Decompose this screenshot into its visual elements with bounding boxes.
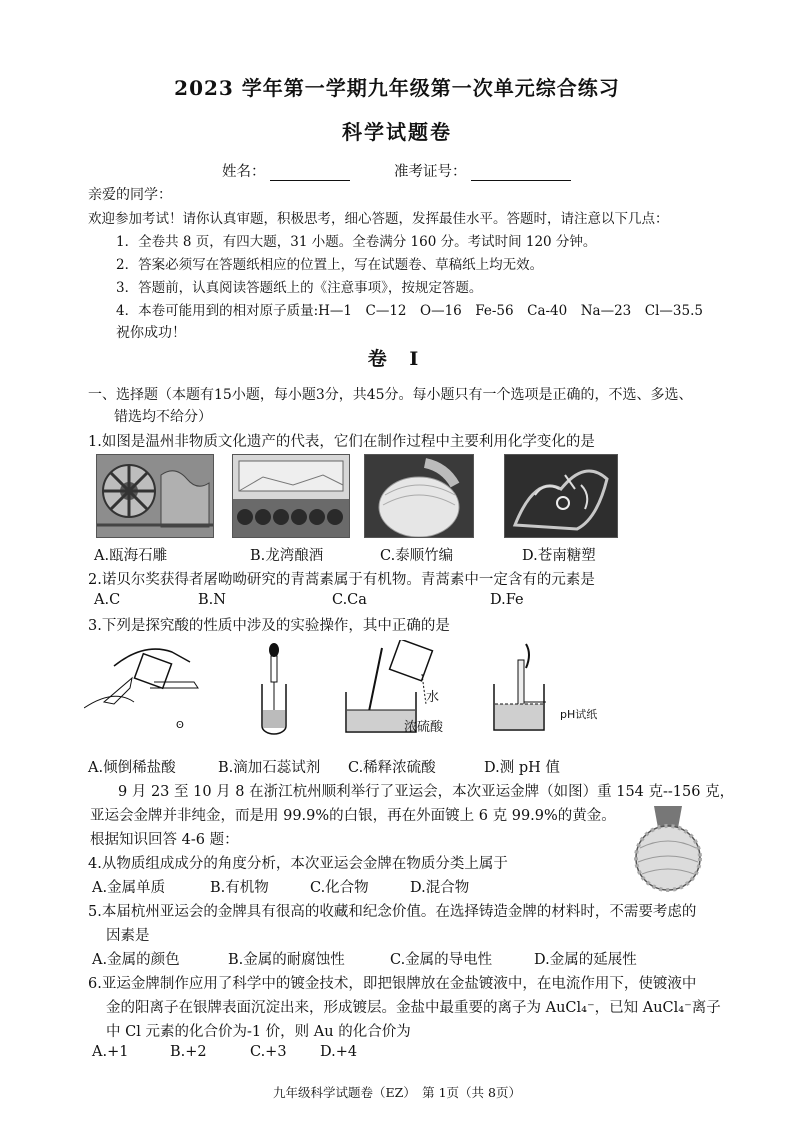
q6-option-d[interactable]: D.+4 — [320, 1044, 358, 1060]
page-footer: 九年级科学试题卷（EZ） 第 1页（共 8页） — [273, 1085, 521, 1100]
name-label: 姓名： — [222, 164, 266, 180]
acid-label: 浓硫酸 — [404, 720, 444, 735]
q3-option-c[interactable]: C.稀释浓硫酸 — [348, 760, 436, 776]
q1-option-c[interactable]: C.泰顺竹编 — [380, 548, 454, 564]
svg-text:ʘ: ʘ — [176, 720, 184, 731]
ph-paper-label: pH试纸 — [560, 708, 598, 721]
rule-4: 4．本卷可能用到的相对原子质量:H—1 C—12 O—16 Fe-56 Ca-40 Na—23 Cl—35.5 — [116, 303, 703, 319]
welcome-text: 欢迎参加考试！请你认真审题，积极思考，细心答题，发挥最佳水平。答题时，请注意以下几点： — [88, 211, 669, 227]
greeting: 亲爱的同学： — [88, 187, 172, 203]
ph-test-figure — [490, 640, 550, 736]
rule-2: 2．答案必须写在答题纸相应的位置上，写在试题卷、草稿纸上均无效。 — [116, 257, 544, 273]
passage-line-1: 9 月 23 至 10 月 8 在浙江杭州顺利举行了亚运会，本次亚运金牌（如图）重 154 克--156 克， — [118, 784, 735, 800]
rule-3: 3．答题前，认真阅读答题纸上的《注意事项》，按规定答题。 — [116, 280, 483, 296]
dropper-figure — [254, 642, 294, 738]
q2-option-c[interactable]: C.Ca — [332, 592, 367, 608]
water-label: 水 — [426, 690, 440, 705]
gold-medal-image — [628, 804, 708, 894]
name-blank[interactable] — [270, 167, 350, 181]
passage-line-3: 根据知识回答 4-6 题： — [90, 832, 239, 848]
id-label: 准考证号： — [394, 164, 467, 180]
q2-option-d[interactable]: D.Fe — [490, 592, 524, 608]
q1-option-d[interactable]: D.苍南糖塑 — [522, 548, 596, 564]
q3-option-b[interactable]: B.滴加石蕊试剂 — [218, 760, 321, 776]
id-blank[interactable] — [471, 167, 571, 181]
q6-option-c[interactable]: C.+3 — [250, 1044, 287, 1060]
rule-1: 1．全卷共 8 页，有四大题，31 小题。全卷满分 160 分。考试时间 120 分钟。 — [116, 234, 597, 250]
bamboo-weaving-image — [364, 454, 474, 538]
passage-line-2: 亚运会金牌并非纯金，而是用 99.9%的白银，再在外面镀上 6 克 99.9%的黄金。 — [90, 808, 616, 824]
sugar-sculpture-image — [504, 454, 618, 538]
q4-option-c[interactable]: C.化合物 — [310, 880, 369, 896]
q6-stem: 6.亚运金牌制作应用了科学中的镀金技术，即把银牌放在金盐镀液中，在电流作用下，使镀液中 — [88, 976, 697, 992]
q5-stem: 5.本届杭州亚运会的金牌具有很高的收藏和纪念价值。在选择铸造金牌的材料时，不需要考虑的 — [88, 904, 697, 920]
q3-option-a[interactable]: A.倾倒稀盐酸 — [88, 760, 176, 776]
q4-stem: 4.从物质组成成分的角度分析，本次亚运会金牌在物质分类上属于 — [88, 856, 508, 872]
q6-stem-cont-1: 金的阳离子在银牌表面沉淀出来，形成镀层。金盐中最重要的离子为 AuCl₄⁻，已知 AuCl₄⁻离子 — [106, 1000, 721, 1016]
q6-stem-cont-2: 中 Cl 元素的化合价为-1 价，则 Au 的化合价为 — [106, 1024, 411, 1040]
q2-option-a[interactable]: A.C — [94, 592, 121, 608]
q1-stem: 1.如图是温州非物质文化遗产的代表，它们在制作过程中主要利用化学变化的是 — [88, 434, 595, 450]
id-field — [394, 160, 571, 181]
q5-stem-cont: 因素是 — [106, 928, 150, 944]
section-heading-cont: 错选均不给分） — [114, 409, 212, 425]
q3-option-d[interactable]: D.测 pH 值 — [484, 760, 560, 776]
q4-option-b[interactable]: B.有机物 — [210, 880, 269, 896]
section-juan: 卷 Ⅰ — [367, 348, 427, 370]
q5-option-a[interactable]: A.金属的颜色 — [92, 952, 180, 968]
q5-option-c[interactable]: C.金属的导电性 — [390, 952, 493, 968]
q2-option-b[interactable]: B.N — [198, 592, 226, 608]
stone-carving-image — [96, 454, 214, 538]
q1-option-a[interactable]: A.瓯海石雕 — [94, 548, 168, 564]
q6-option-b[interactable]: B.+2 — [170, 1044, 207, 1060]
page-title: 2023 学年第一学期九年级第一次单元综合练习 — [174, 76, 620, 100]
q4-option-d[interactable]: D.混合物 — [410, 880, 470, 896]
pouring-acid-figure — [84, 642, 200, 734]
q1-option-b[interactable]: B.龙湾酿酒 — [250, 548, 324, 564]
wish: 祝你成功！ — [116, 325, 186, 341]
q5-option-b[interactable]: B.金属的耐腐蚀性 — [228, 952, 345, 968]
q6-option-a[interactable]: A.+1 — [92, 1044, 129, 1060]
q3-stem: 3.下列是探究酸的性质中涉及的实验操作，其中正确的是 — [88, 618, 450, 634]
q5-option-d[interactable]: D.金属的延展性 — [534, 952, 637, 968]
q2-stem: 2.诺贝尔奖获得者屠呦呦研究的青蒿素属于有机物。青蒿素中一定含有的元素是 — [88, 572, 595, 588]
section-heading: 一、选择题（本题有15小题，每小题3分，共45分。每小题只有一个选项是正确的，不选、多选、 — [88, 387, 693, 403]
brewing-image — [232, 454, 350, 538]
page-subtitle: 科学试题卷 — [342, 120, 452, 144]
q4-option-a[interactable]: A.金属单质 — [92, 880, 166, 896]
name-field — [222, 160, 350, 181]
